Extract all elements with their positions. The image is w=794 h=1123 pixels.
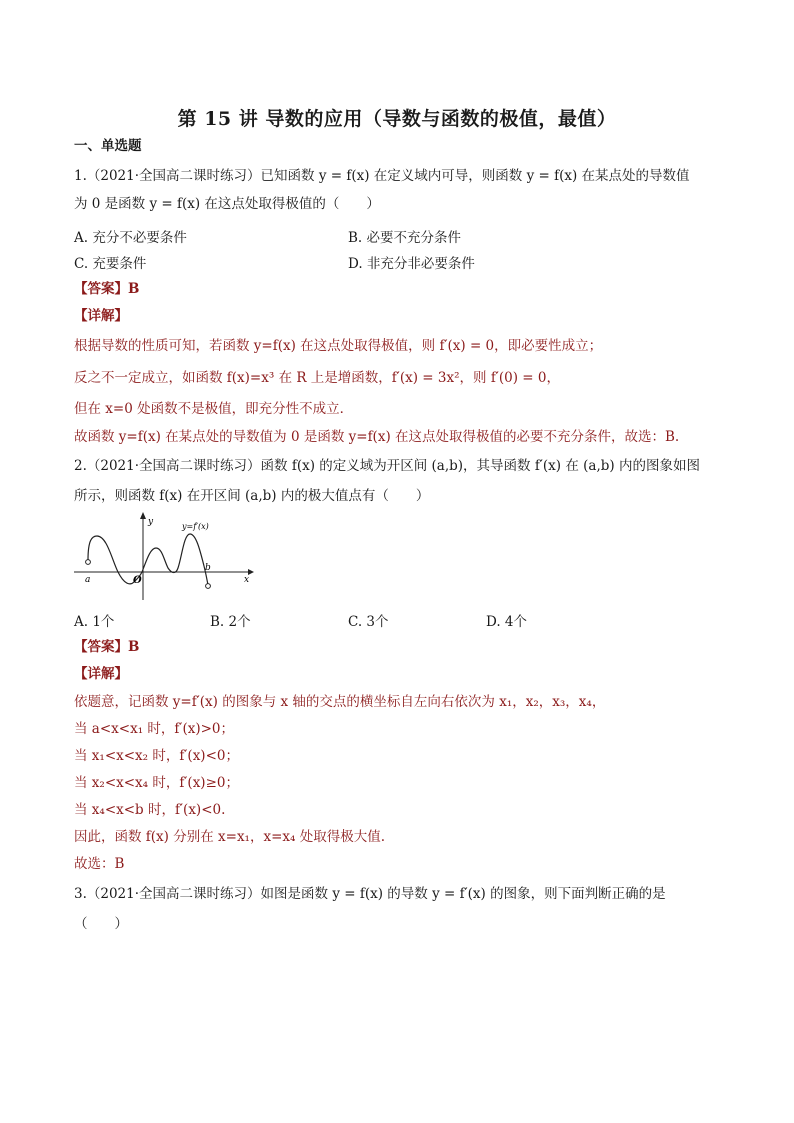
q2-detail-line5: 当 x₄<x<b 时，f′(x)<0. — [74, 802, 226, 818]
page-title: 第 15 讲 导数的应用（导数与函数的极值，最值） — [177, 108, 617, 130]
q1-detail-line1: 根据导数的性质可知，若函数 y=f(x) 在这点处取得极值，则 f′(x) = 0，即必要性成立； — [74, 338, 603, 354]
q2-option-a: A. 1个 — [74, 614, 115, 630]
q1-option-c: C. 充要条件 — [74, 256, 147, 272]
label-x: x — [244, 575, 250, 585]
q1-detail-line3: 但在 x=0 处函数不是极值，即充分性不成立． — [74, 401, 354, 417]
q2-detail-line1: 依题意，记函数 y=f′(x) 的图象与 x 轴的交点的横坐标自左向右依次为 x₁，x₂，x₃，x₄， — [74, 694, 606, 710]
q2-detail-line6: 因此，函数 f(x) 分别在 x=x₁，x=x₄ 处取得极大值. — [74, 829, 386, 845]
section-heading: 一、单选题 — [74, 138, 142, 154]
q1-option-b: B. 必要不充分条件 — [348, 230, 462, 246]
q3-stem-line2: （ ） — [74, 916, 128, 932]
q1-option-a: A. 充分不必要条件 — [74, 230, 187, 246]
label-origin: O — [133, 575, 142, 586]
q1-detail-line2: 反之不一定成立，如函数 f(x)=x³ 在 R 上是增函数，f′(x) = 3x²，则 f′(0) = 0， — [74, 370, 560, 386]
derivative-graph — [72, 510, 262, 602]
open-endpoint-a — [86, 560, 91, 565]
q2-stem-line2: 所示，则函数 f(x) 在开区间 (a,b) 内的极大值点有（ ） — [74, 488, 430, 504]
q1-stem-line2: 为 0 是函数 y = f(x) 在这点处取得极值的（ ） — [74, 196, 380, 212]
q2-option-c: C. 3个 — [348, 614, 389, 630]
q1-detail-line4: 故函数 y=f(x) 在某点处的导数值为 0 是函数 y=f(x) 在这点处取得极值的必要不充分条件，故选：B. — [74, 429, 680, 445]
q2-detail-line7: 故选：B — [74, 856, 125, 872]
q2-detail-line4: 当 x₂<x<x₄ 时，f′(x)≥0； — [74, 775, 239, 791]
y-axis-arrow-icon — [140, 512, 146, 519]
q3-stem-line1: 3.（2021·全国高二课时练习）如图是函数 y = f(x) 的导数 y = f′(x) 的图象，则下面判断正确的是 — [74, 886, 666, 902]
label-curve: y=f′(x) — [182, 522, 209, 531]
q2-option-d: D. 4个 — [486, 614, 528, 630]
open-endpoint-b — [206, 584, 211, 589]
q1-answer: 【答案】B — [74, 281, 140, 297]
q2-detail-line2: 当 a<x<x₁ 时，f′(x)>0； — [74, 721, 235, 737]
q1-option-d: D. 非充分非必要条件 — [348, 256, 475, 272]
q2-option-b: B. 2个 — [210, 614, 251, 630]
q2-stem-line1: 2.（2021·全国高二课时练习）函数 f(x) 的定义域为开区间 (a,b)，其导函数 f′(x) 在 (a,b) 内的图象如图 — [74, 458, 700, 474]
q2-answer: 【答案】B — [74, 639, 140, 655]
q1-stem-line1: 1.（2021·全国高二课时练习）已知函数 y = f(x) 在定义域内可导，则函数 y = f(x) 在某点处的导数值 — [74, 168, 690, 184]
label-y: y — [148, 517, 154, 527]
label-a: a — [85, 575, 91, 585]
derivative-curve — [88, 534, 208, 585]
label-b: b — [205, 563, 211, 573]
q2-detail-line3: 当 x₁<x<x₂ 时，f′(x)<0； — [74, 748, 239, 764]
q2-detail-label: 【详解】 — [74, 666, 128, 682]
q1-detail-label: 【详解】 — [74, 308, 128, 324]
